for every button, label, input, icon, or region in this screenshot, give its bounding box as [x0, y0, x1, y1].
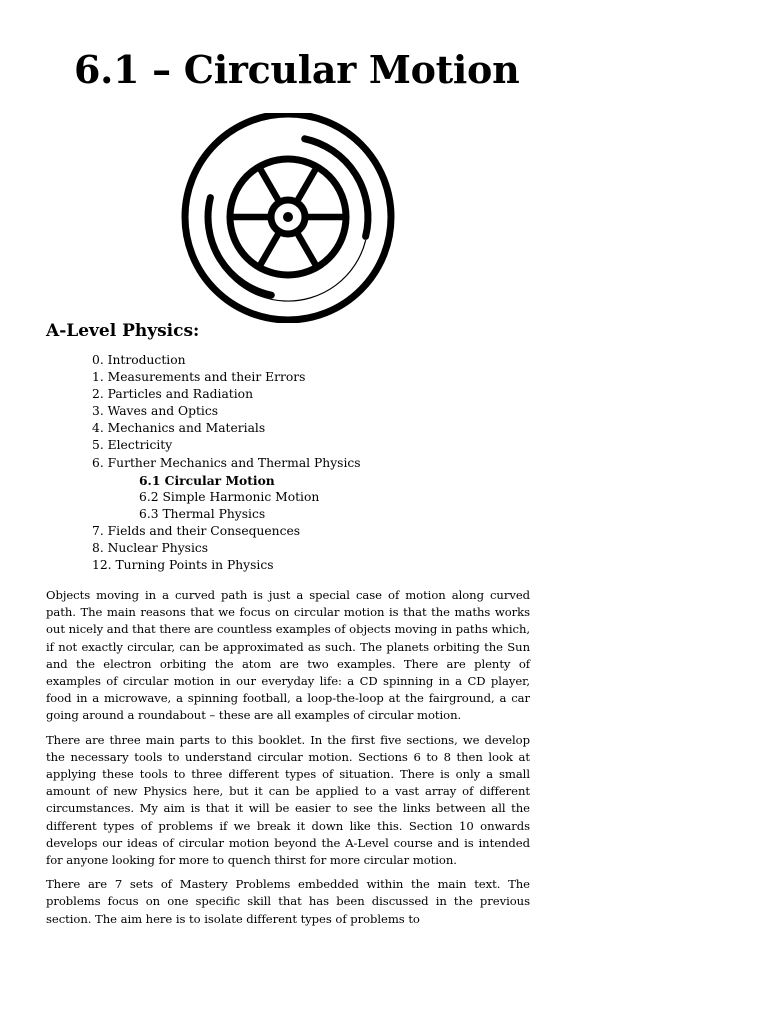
- body-paragraph: Objects moving in a curved path is just a special case of motion along curved path. The main reasons that we focus on circular motion is that the maths works out nicely and that there are countless examples of objects moving in paths which, if not exactly circular, can be approximated as such. The planets orbiting the Sun and the electron orbiting the atom are two examples. There are plenty of examples of circular motion in our everyday life: a CD spinning in a CD player, food in a microwave, a spinning football, a loop-the-loop at the fairground, a car going around a roundabout – these are all examples of circular motion.: [46, 588, 530, 723]
- toc-item: 2. Particles and Radiation: [92, 387, 254, 402]
- toc-item: 6. Further Mechanics and Thermal Physics: [92, 455, 361, 470]
- table-of-contents: [92, 352, 361, 574]
- wheel-icon: [178, 113, 398, 323]
- toc-item: 1. Measurements and their Errors: [92, 370, 306, 385]
- toc-item: 4. Mechanics and Materials: [92, 421, 266, 436]
- toc-subitem: 6.2 Simple Harmonic Motion: [139, 489, 320, 504]
- toc-item: 0. Introduction: [92, 353, 186, 367]
- toc-item: 12. Turning Points in Physics: [92, 558, 274, 573]
- page-title: 6.1 – Circular Motion: [74, 47, 520, 92]
- toc-subitem: 6.1 Circular Motion: [139, 472, 275, 488]
- toc-item: 7. Fields and their Consequences: [92, 523, 301, 538]
- toc-item: 8. Nuclear Physics: [92, 541, 209, 556]
- body-paragraph: There are three main parts to this booklet. In the first five sections, we develop the necessary tools to understand circular motion. Sections 6 to 8 then look at applying these tools to three different types of situation. There is only a small amount of new Physics here, but it can be applied to a vast array of different circumstances. My aim is that it will be easier to see the links between all the different types of problems if we break it down like this. Section 10 onwards develops our ideas of circular motion beyond the A-Level course and is intended for anyone looking for more to quench thirst for more circular motion.: [46, 732, 530, 868]
- toc-item: 5. Electricity: [92, 438, 173, 453]
- section-heading: A-Level Physics:: [46, 321, 200, 341]
- toc-subitem: 6.3 Thermal Physics: [139, 506, 266, 521]
- toc-item: 3. Waves and Optics: [92, 404, 219, 419]
- body-paragraph: There are 7 sets of Mastery Problems embedded within the main text. The problems focus on one specific skill that has been discussed in the previous section. The aim here is to isolate different types of problems to: [46, 877, 530, 926]
- body-text: [46, 587, 530, 935]
